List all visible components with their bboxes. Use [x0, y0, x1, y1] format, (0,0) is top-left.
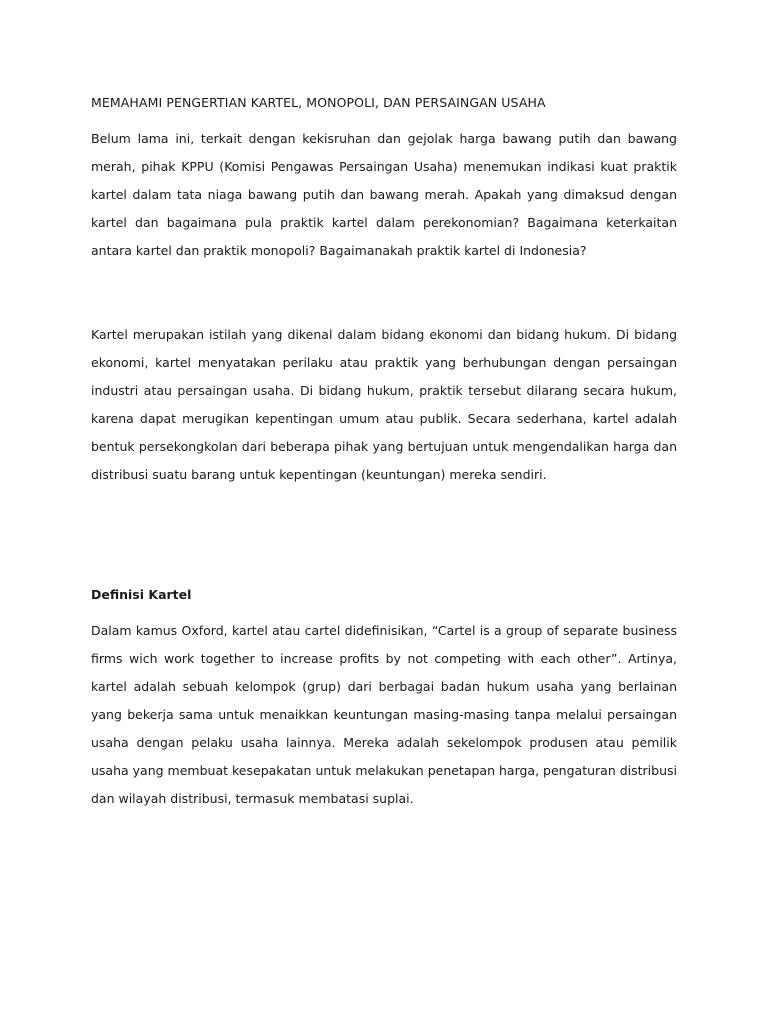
section-heading: Definisi Kartel: [91, 587, 192, 602]
intro-paragraph: Belum lama ini, terkait dengan kekisruhan dan gejolak harga bawang putih dan bawang merah, pihak KPPU (Komisi Pengawas Persaingan Usaha) menemukan indikasi kuat praktik kartel dalam tata niaga bawang putih dan bawang merah. Apakah yang dimaksud dengan kartel dan bagaimana pula praktik kartel dalam perekonomian? Bagaimana keterkaitan antara kartel dan praktik monopoli? Bagaimanakah praktik kartel di Indonesia?: [91, 131, 677, 258]
definition-paragraph: Dalam kamus Oxford, kartel atau cartel didefinisikan, “Cartel is a group of separate business firms wich work together to increase profits by not competing with each other”. Artinya, kartel adalah sebuah kelompok (grup) dari berbagai badan hukum usaha yang berlainan yang bekerja sama untuk menaikkan keuntungan masing-masing tanpa melalui persaingan usaha dengan pelaku usaha lainnya. Mereka adalah sekelompok produsen atau pemilik usaha yang membuat kesepakatan untuk melakukan penetapan harga, pengaturan distribusi dan wilayah distribusi, termasuk membatasi suplai.: [91, 623, 677, 806]
kartel-explanation-paragraph: Kartel merupakan istilah yang dikenal dalam bidang ekonomi dan bidang hukum. Di bidang ekonomi, kartel menyatakan perilaku atau praktik yang berhubungan dengan persaingan industri atau persaingan usaha. Di bidang hukum, praktik tersebut dilarang secara hukum, karena dapat merugikan kepentingan umum atau publik. Secara sederhana, kartel adalah bentuk persekongkolan dari beberapa pihak yang bertujuan untuk mengendalikan harga dan distribusi suatu barang untuk kepentingan (keuntungan) mereka sendiri.: [91, 327, 677, 482]
document-page: [91, 93, 677, 813]
document-title: MEMAHAMI PENGERTIAN KARTEL, MONOPOLI, DAN PERSAINGAN USAHA: [91, 95, 546, 110]
